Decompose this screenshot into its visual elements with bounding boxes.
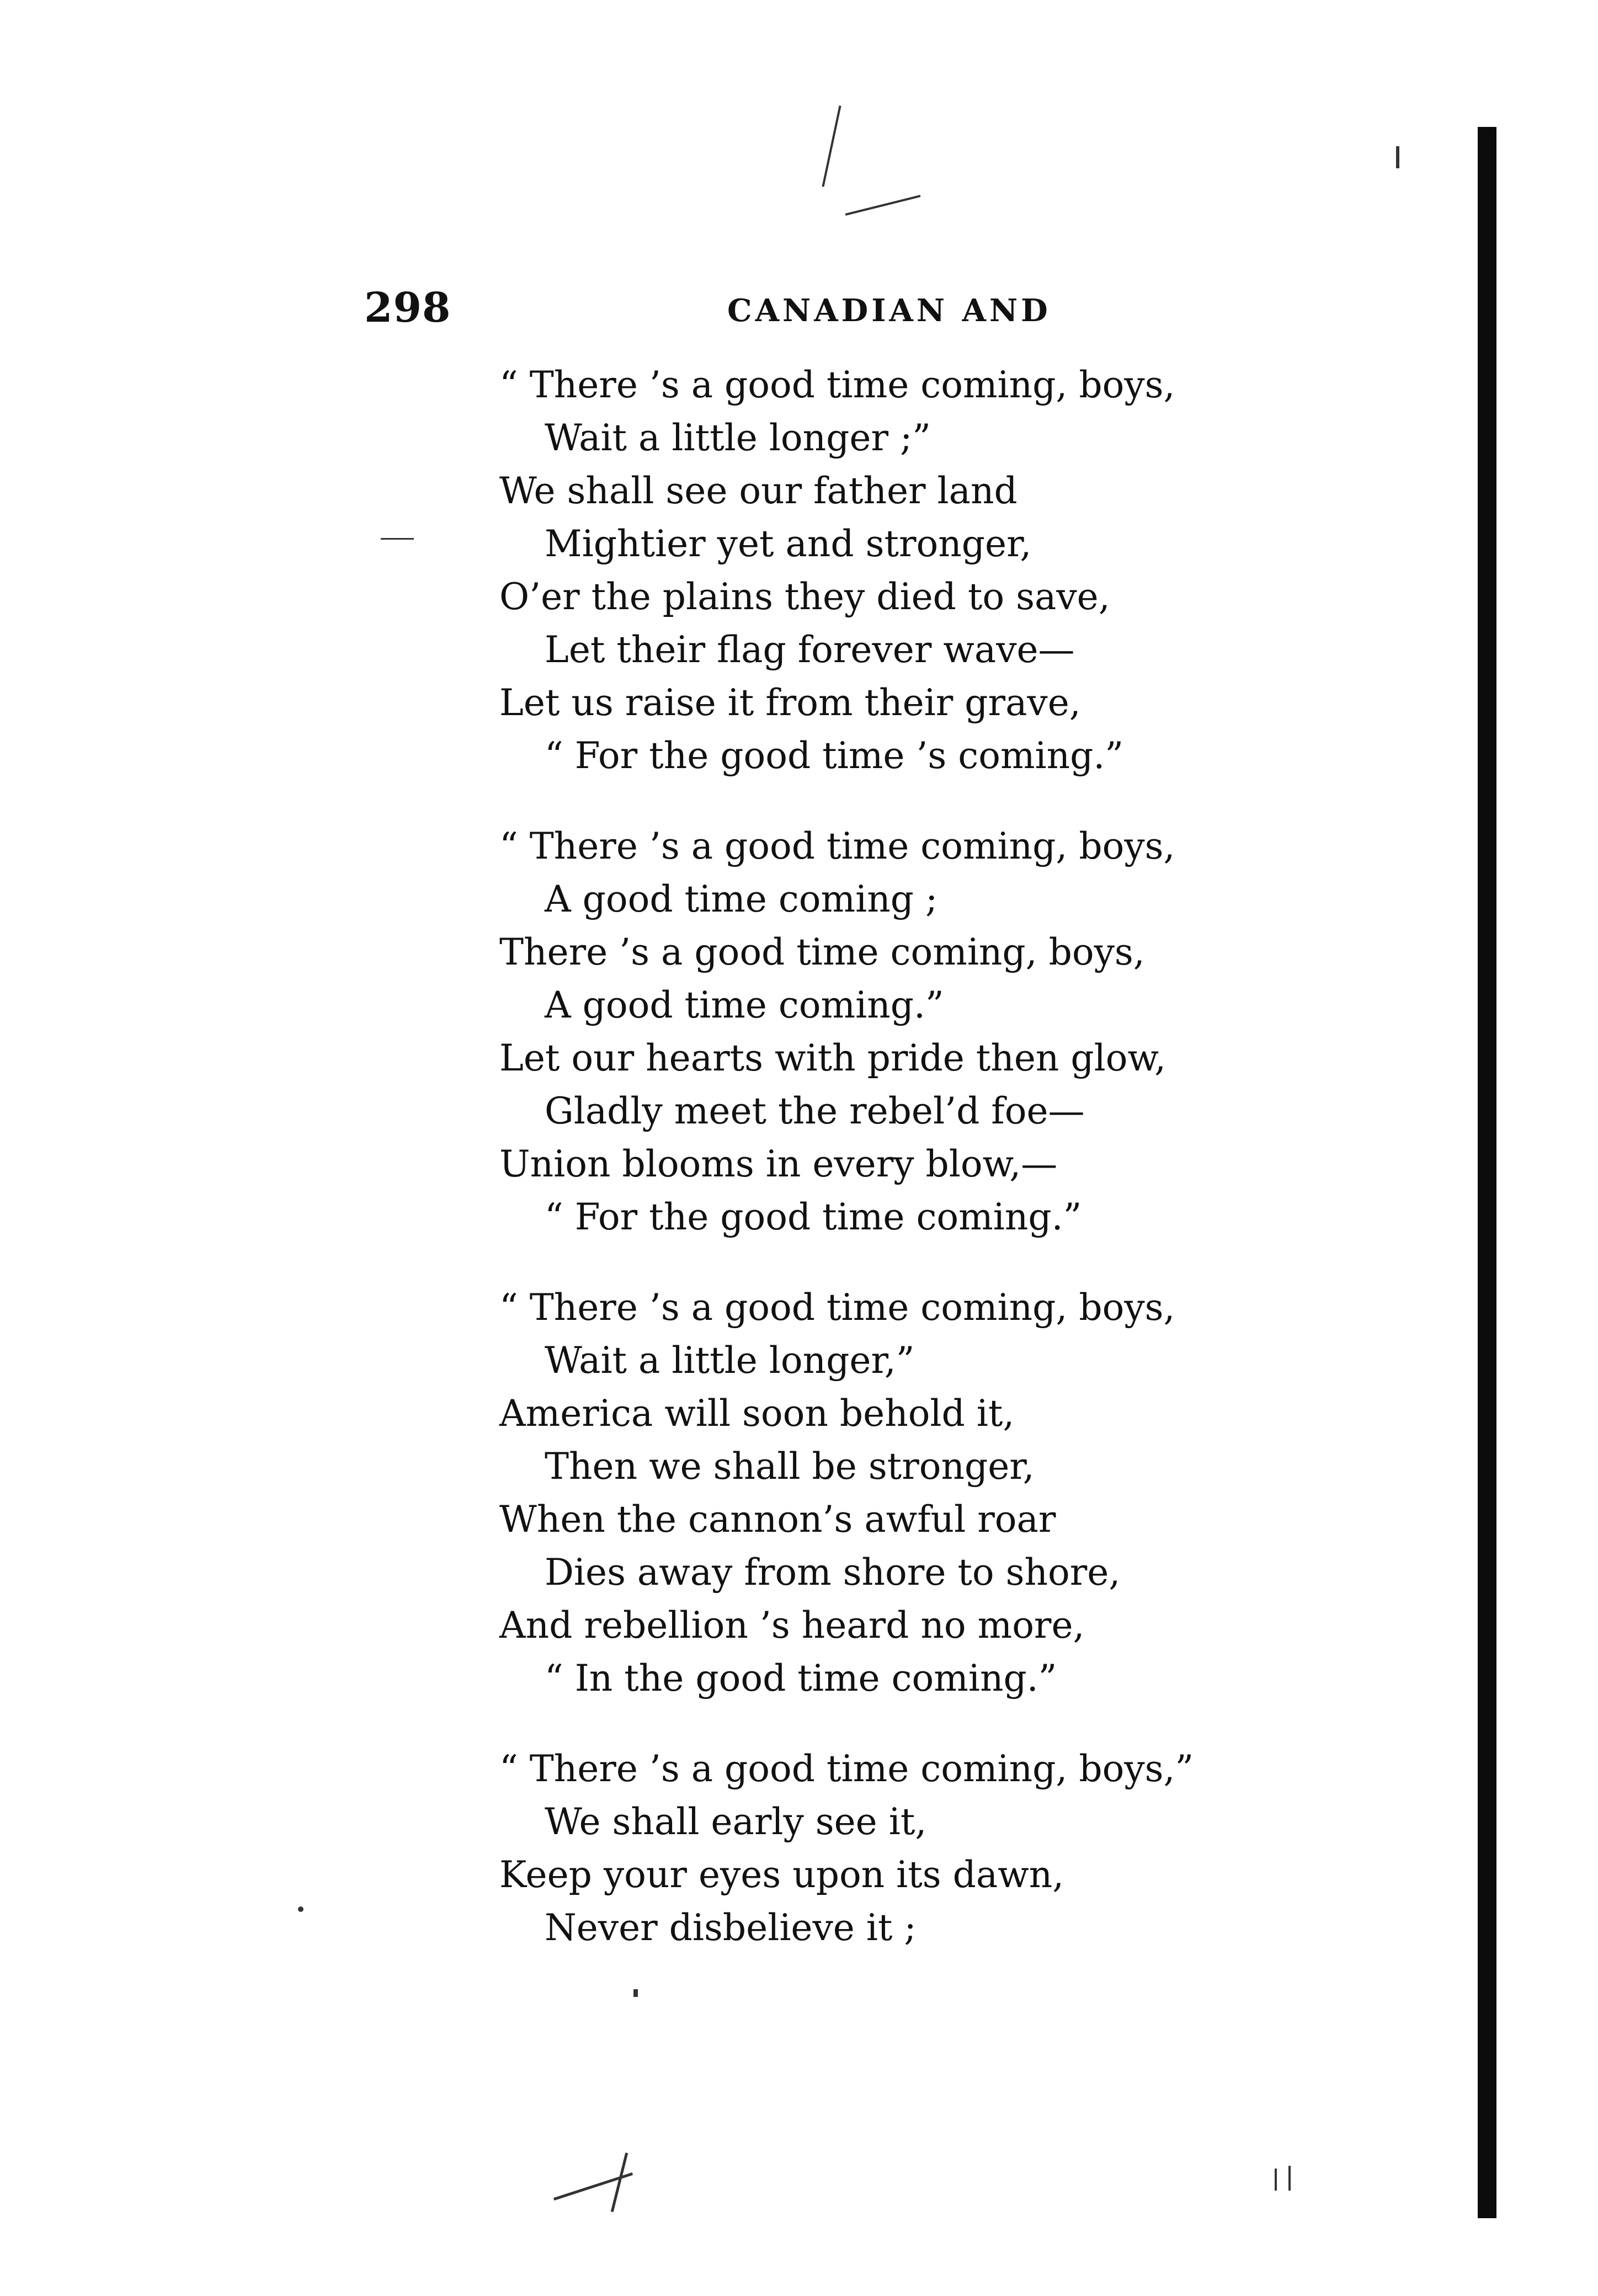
poem-line: Gladly meet the rebel’d foe— bbox=[545, 1090, 1085, 1132]
pencil-mark bbox=[611, 2153, 628, 2212]
poem-line: Let our hearts with pride then glow, bbox=[499, 1037, 1166, 1079]
poem-line: Union blooms in every blow,— bbox=[499, 1143, 1058, 1185]
pencil-mark bbox=[822, 105, 841, 187]
poem-line: A good time coming ; bbox=[545, 878, 938, 920]
poem-line: “ For the good time ’s coming.” bbox=[545, 734, 1124, 777]
poem-line: Mightier yet and stronger, bbox=[545, 523, 1032, 565]
poem-line: We shall see our father land bbox=[499, 470, 1018, 512]
stanza bbox=[499, 820, 1261, 1244]
pencil-mark bbox=[845, 195, 921, 216]
poem-line: Wait a little longer ;” bbox=[545, 417, 931, 459]
stanza bbox=[499, 359, 1261, 782]
poem-line: “ There ’s a good time coming, boys, bbox=[499, 825, 1175, 867]
poem-line: Wait a little longer,” bbox=[545, 1339, 915, 1382]
poem-line: “ There ’s a good time coming, boys, bbox=[499, 364, 1175, 406]
scan-speck bbox=[298, 1906, 303, 1912]
page-number: 298 bbox=[364, 284, 451, 332]
poem-line: A good time coming.” bbox=[545, 984, 944, 1026]
poem-line: Let us raise it from their grave, bbox=[499, 681, 1081, 724]
poem-line: And rebellion ’s heard no more, bbox=[499, 1604, 1085, 1647]
poem-line: America will soon behold it, bbox=[499, 1392, 1015, 1435]
poem-line: “ There ’s a good time coming, boys,” bbox=[499, 1748, 1194, 1790]
scan-speck bbox=[1396, 146, 1399, 168]
stanza bbox=[499, 1743, 1261, 1954]
poem bbox=[499, 359, 1261, 1992]
poem-line: We shall early see it, bbox=[545, 1800, 927, 1843]
scan-speck bbox=[1288, 2166, 1291, 2191]
running-title: CANADIAN AND bbox=[727, 292, 1051, 329]
poem-line: Keep your eyes upon its dawn, bbox=[499, 1853, 1064, 1896]
stanza bbox=[499, 1281, 1261, 1705]
poem-line: There ’s a good time coming, boys, bbox=[499, 931, 1145, 973]
poem-line: When the cannon’s awful roar bbox=[499, 1498, 1056, 1541]
poem-line: Dies away from shore to shore, bbox=[545, 1551, 1121, 1594]
poem-line: Never disbelieve it ; bbox=[545, 1906, 917, 1949]
poem-line: “ For the good time coming.” bbox=[545, 1196, 1082, 1238]
scan-speck bbox=[381, 538, 414, 540]
poem-line: Then we shall be stronger, bbox=[545, 1445, 1035, 1488]
poem-line: “ There ’s a good time coming, boys, bbox=[499, 1286, 1175, 1329]
poem-line: O’er the plains they died to save, bbox=[499, 576, 1110, 618]
page-edge-shadow bbox=[1478, 127, 1496, 2218]
poem-line: Let their flag forever wave— bbox=[545, 628, 1075, 671]
poem-line: “ In the good time coming.” bbox=[545, 1657, 1057, 1700]
scan-speck bbox=[1275, 2169, 1277, 2191]
